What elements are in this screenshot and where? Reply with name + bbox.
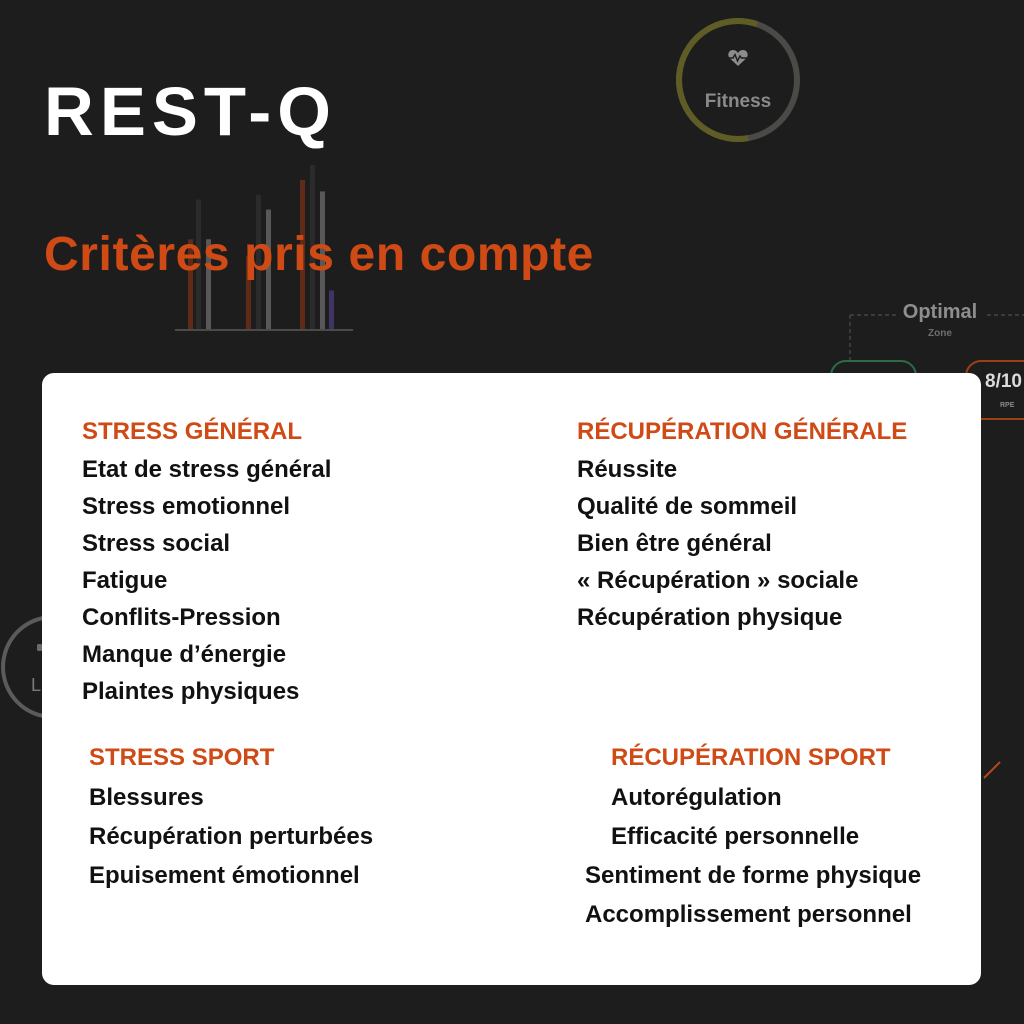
section-recuperation-sport	[585, 737, 922, 934]
page-title: REST-Q	[44, 73, 337, 150]
optimal-zone-sublabel: Zone	[928, 328, 952, 339]
criteria-item: Qualité de sommeil	[577, 493, 798, 520]
rpe-label: RPE	[1000, 402, 1015, 409]
criteria-item: Efficacité personnelle	[611, 823, 860, 850]
fitness-gauge	[674, 16, 802, 144]
section-title-recuperation-generale: RÉCUPÉRATION GÉNÉRALE	[577, 418, 908, 445]
criteria-item: Bien être général	[577, 530, 772, 557]
left-gauge-letter: L	[31, 675, 42, 695]
criteria-item: Conflits-Pression	[82, 604, 281, 631]
fitness-gauge-label: Fitness	[704, 91, 772, 112]
section-title-stress-sport: STRESS SPORT	[89, 744, 275, 771]
criteria-item: Manque d’énergie	[82, 641, 287, 668]
criteria-item: Epuisement émotionnel	[89, 862, 360, 889]
criteria-item: Réussite	[577, 456, 678, 483]
background-bar	[329, 290, 334, 330]
criteria-item: Récupération perturbées	[89, 823, 374, 850]
rpe-value: 8/10	[985, 371, 1022, 392]
criteria-item: Etat de stress général	[82, 456, 332, 483]
criteria-item: Sentiment de forme physique	[585, 862, 922, 889]
criteria-card	[42, 373, 981, 985]
section-stress-sport	[89, 737, 373, 895]
criteria-item: Stress emotionnel	[82, 493, 291, 520]
section-stress-general	[82, 413, 331, 710]
optimal-zone-label: Optimal	[902, 301, 978, 323]
criteria-item: Autorégulation	[611, 784, 782, 811]
criteria-item: Récupération physique	[577, 604, 843, 631]
criteria-item: Accomplissement personnel	[585, 901, 912, 928]
criteria-list	[577, 451, 907, 636]
fitness-gauge-arc	[674, 16, 802, 144]
orange-stroke	[982, 760, 1002, 780]
criteria-item: Fatigue	[82, 567, 168, 594]
section-recuperation-generale	[577, 413, 907, 636]
page-subtitle: Critères pris en compte	[44, 228, 594, 281]
criteria-item: Blessures	[89, 784, 204, 811]
criteria-list	[89, 778, 373, 895]
section-title-recuperation-sport: RÉCUPÉRATION SPORT	[611, 744, 891, 771]
criteria-list	[82, 451, 331, 710]
heartbeat-icon	[728, 50, 748, 66]
criteria-list	[585, 778, 922, 934]
section-title-stress-general: STRESS GÉNÉRAL	[82, 418, 303, 445]
criteria-item: Plaintes physiques	[82, 678, 300, 705]
criteria-item: Stress social	[82, 530, 231, 557]
criteria-item: « Récupération » sociale	[577, 567, 859, 594]
